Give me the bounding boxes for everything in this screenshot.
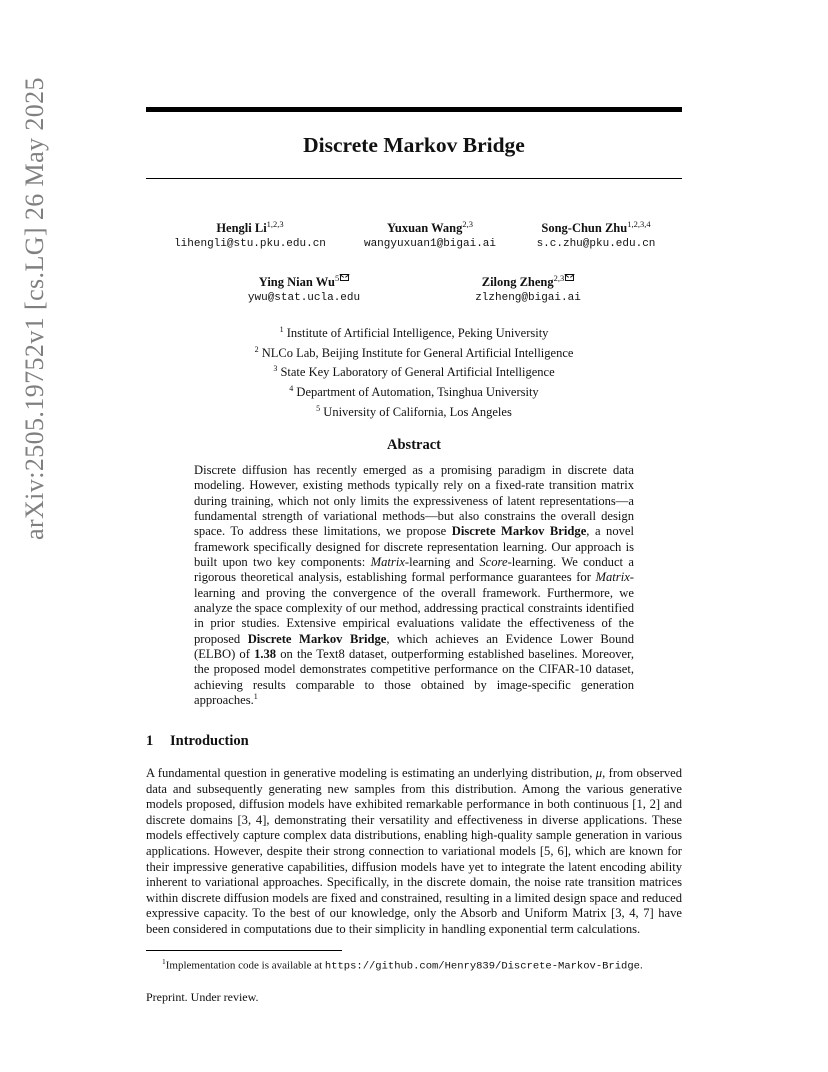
author-block	[224, 270, 384, 306]
footnote-rule	[146, 950, 342, 951]
envelope-icon	[565, 274, 574, 281]
paper-title: Discrete Markov Bridge	[303, 133, 525, 157]
affiliation-line: $^5$ University of California, Los Angeles	[316, 403, 512, 419]
author-email[interactable]: s.c.zhu@pku.edu.cn	[536, 238, 656, 251]
author-block	[516, 216, 676, 252]
author-name: Zilong Zheng$^{2,3}$	[448, 270, 608, 290]
title-bottom-rule	[146, 178, 682, 179]
arxiv-identifier-stamp: arXiv:2505.19752v1 [cs.LG] 26 May 2025	[20, 77, 49, 540]
abstract-body: Discrete diffusion has recently emerged as a promising paradigm in discrete data modeling. However, existing methods typically rely on a fixed-rate transition matrix during training, which not only limits the expressiveness of latent representations—a fundamental strength of variational methods—but also constrains the overall design space. To address these limitations, we propose Discrete Markov Bridge, a novel framework specifically designed for discrete representation learning. Our approach is built upon two key components: Matrix-learning and Score-learning. We conduct a rigorous theoretical analysis, establishing formal performance guarantees for Matrix-learning and proving the convergence of the overall framework. Furthermore, we analyze the space complexity of our method, addressing practical constraints identified in prior studies. Extensive empirical evaluations validate the effectiveness of the proposed Discrete Markov Bridge, which achieves an Evidence Lower Bound (ELBO) of 1.38 on the Text8 dataset, outperforming established baselines. Moreover, the proposed model demonstrates competitive performance on the CIFAR-10 dataset, achieving results comparable to those obtained by image-specific generation approaches.$^1$	[194, 463, 635, 708]
affiliation-line: $^1$ Institute of Artificial Intelligence, Peking University	[279, 325, 549, 341]
author-email[interactable]: zlzheng@bigai.ai	[475, 292, 581, 305]
footnote: $^1$Implementation code is available at https://github.com/Henry839/Discrete-Markov-Bridge.	[162, 957, 643, 973]
abstract-heading: Abstract	[387, 437, 441, 453]
author-block	[448, 270, 608, 306]
author-block	[348, 216, 512, 252]
preprint-note: Preprint. Under review.	[146, 990, 259, 1004]
author-email[interactable]: wangyuxuan1@bigai.ai	[363, 238, 497, 251]
affiliation-line: $^3$ State Key Laboratory of General Artificial Intelligence	[273, 364, 555, 380]
author-name: Ying Nian Wu$^5$	[224, 270, 384, 290]
author-email[interactable]: lihengli@stu.pku.edu.cn	[174, 238, 326, 251]
affiliations-list	[146, 322, 682, 420]
author-email[interactable]: ywu@stat.ucla.edu	[247, 292, 361, 305]
affiliation-line: $^4$ Department of Automation, Tsinghua University	[289, 383, 539, 400]
affiliation-line: $^2$ NLCo Lab, Beijing Institute for General Artificial Intelligence	[254, 344, 574, 360]
section-heading: 1 Introduction	[146, 733, 249, 749]
footnote-marker[interactable]: 1	[253, 691, 258, 701]
author-name: Yuxuan Wang$^{2,3}$	[386, 219, 474, 236]
introduction-body: A fundamental question in generative modeling is estimating an underlying distribution, μ, from observed data and subsequently generating new samples from this distribution. Among the various generative models proposed, diffusion models have exhibited remarkable performance in both continuous [1, 2] and discrete domains [3, 4], demonstrating their versatility and effectiveness in diverse applications. These models effectively capture complex data distributions, enabling high-quality sample generation in various applications. However, despite their strong connection to variational models [5, 6], which are known for their impressive generative capabilities, diffusion models have yet to integrate the latent encoding ability inherent to variational approaches. Specifically, in the discrete domain, the noise rate transition matrices within discrete diffusion models are fixed and constrained, resulting in a limited design space and reduced expressive capacity. To the best of our knowledge, only the Absorb and Uniform Matrix [3, 4, 7] have been considered in computations due to their simplicity in handling exponential term calculations.	[146, 766, 683, 936]
title-top-rule	[146, 107, 682, 112]
author-name: Song-Chun Zhu$^{1,2,3,4}$	[541, 219, 651, 236]
repository-link[interactable]: https://github.com/Henry839/Discrete-Markov-Bridge	[324, 960, 640, 973]
envelope-icon	[340, 274, 349, 281]
author-block	[158, 216, 342, 252]
author-name: Hengli Li$^{1,2,3}$	[216, 219, 284, 236]
